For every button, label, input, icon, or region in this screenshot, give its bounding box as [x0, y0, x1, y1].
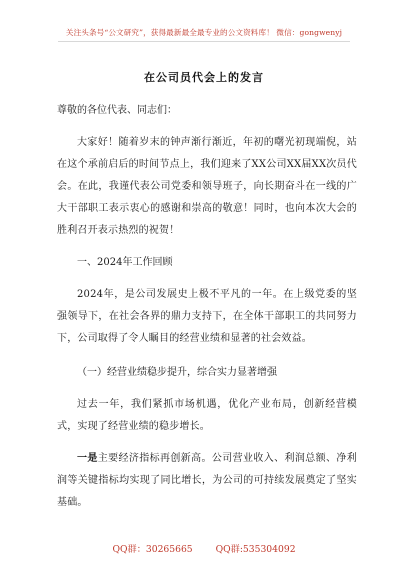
point-one-lead: 一是 [77, 453, 98, 464]
intro-paragraph: 大家好！随着岁末的钟声渐行渐近，年初的曙光初现端倪，站在这个承前启后的时间节点上，我们迎来了XX公司XX届XX次员代会。在此，我谨代表公司党委和领导班子，向长期奋斗在一线的广大干部职工表示衷心的感谢和崇高的敬意！同时，也向本次大会的胜利召开表示热烈的祝贺！ [57, 137, 357, 236]
point-one-paragraph [57, 448, 357, 514]
header-promo-note: 关注头条号“公文研究”，获得最新最全最专业的公文资料库！ 微信：gongwenyj [65, 28, 343, 37]
subsection-heading-performance: （一）经营业绩稳步提升，综合实力显著增强 [77, 367, 277, 378]
subsection-paragraph: 过去一年，我们紧抓市场机遇，优化产业布局，创新经营模式，实现了经营业绩的稳步增长。 [57, 399, 357, 432]
document-body [57, 90, 357, 514]
footer-qq-group-1: QQ群：30265665 [112, 544, 193, 555]
point-one-text: 主要经济指标再创新高。公司营业收入、利润总额、净利润等关键指标均实现了同比增长，为公司的可持续发展奠定了坚实基础。 [57, 453, 358, 508]
footer-qq-group-2: QQ群:535304092 [215, 544, 296, 555]
section-heading-work-review: 一、2024年工作回顾 [77, 257, 173, 268]
section-paragraph-2024: 2024年，是公司发展史上极不平凡的一年。在上级党委的坚强领导下，在社会各界的鼎力支持下，在全体干部职工的共同努力下，公司取得了令人瞩目的经营业绩和显著的社会效益。 [57, 289, 357, 344]
page-title: 在公司员代会上的发言 [144, 71, 264, 84]
salutation: 尊敬的各位代表、同志们： [57, 105, 177, 116]
footer-contact [0, 541, 408, 555]
header-divider [58, 41, 350, 42]
